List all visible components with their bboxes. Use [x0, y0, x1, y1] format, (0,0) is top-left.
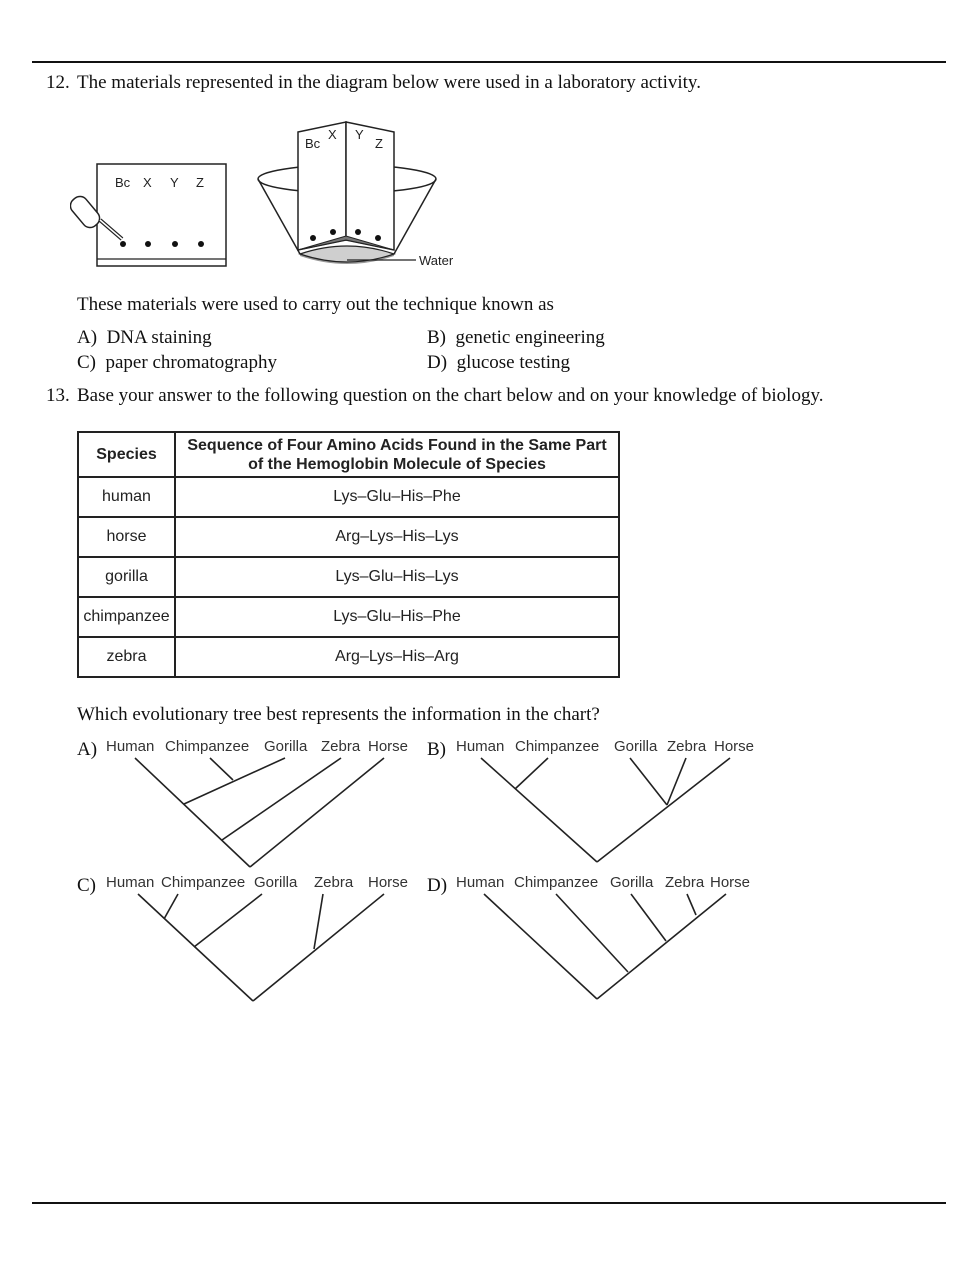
paper-label-z: Z — [196, 175, 204, 190]
sequence-cell: Lys–Glu–His–Phe — [175, 477, 619, 517]
paper-label-y: Y — [170, 175, 179, 190]
sequence-header — [175, 432, 619, 477]
sequence-header-line-2: of the Hemoglobin Molecule of Species — [248, 455, 546, 473]
tree-a-label-zebra: Zebra — [321, 738, 361, 755]
sequence-cell: Arg–Lys–His–Lys — [175, 517, 619, 557]
beaker-label-z: Z — [375, 136, 383, 151]
beaker-label-x: X — [328, 127, 337, 142]
tree-b-branches — [481, 758, 730, 862]
tree-b-label-chimpanzee: Chimpanzee — [515, 738, 600, 755]
table-row — [78, 637, 619, 677]
table-header-row — [78, 432, 619, 477]
tree-b-label-zebra: Zebra — [667, 738, 707, 755]
beaker-dot-1 — [310, 235, 316, 241]
table-row — [78, 597, 619, 637]
bottom-rule — [32, 1202, 946, 1204]
tree-a-label-chimpanzee: Chimpanzee — [165, 738, 250, 755]
tree-d[interactable] — [450, 870, 770, 1010]
sequence-cell: Lys–Glu–His–Lys — [175, 557, 619, 597]
tree-c-label-horse: Horse — [368, 874, 409, 891]
tree-d-label-gorilla: Gorilla — [610, 874, 654, 891]
species-cell: chimpanzee — [78, 597, 175, 637]
q12-choice-a[interactable] — [77, 327, 212, 349]
tree-b[interactable] — [450, 734, 770, 874]
top-rule — [32, 61, 946, 63]
q12-choice-c-letter: C) — [77, 352, 96, 373]
q12-choice-a-letter: A) — [77, 327, 98, 348]
tree-a-label-human: Human — [106, 738, 155, 755]
table-row — [78, 517, 619, 557]
q12-choice-b-letter: B) — [427, 327, 446, 348]
tree-a-label-gorilla: Gorilla — [264, 738, 308, 755]
question-12-stem: These materials were used to carry out the technique known as — [77, 294, 554, 315]
q12-choice-b-text: genetic engineering — [455, 327, 605, 348]
amino-acid-table — [77, 431, 620, 678]
table-row — [78, 557, 619, 597]
q12-choice-b[interactable] — [427, 327, 605, 349]
sequence-header-line-1: Sequence of Four Amino Acids Found in the Same Part — [187, 436, 607, 454]
tree-c-label-zebra: Zebra — [314, 874, 354, 891]
tree-a-label-horse: Horse — [368, 738, 409, 755]
q13-choice-b-letter[interactable]: B) — [427, 739, 446, 760]
chromatography-diagram — [70, 118, 470, 278]
tree-c-label-gorilla: Gorilla — [254, 874, 298, 891]
question-13-stem: Which evolutionary tree best represents the information in the chart? — [77, 704, 600, 725]
tree-b-label-horse: Horse — [714, 738, 755, 755]
beaker-label-bc: Bc — [305, 136, 321, 151]
paper-label-x: X — [143, 175, 152, 190]
tree-d-label-horse: Horse — [710, 874, 751, 891]
species-cell: gorilla — [78, 557, 175, 597]
q13-choice-a-letter[interactable]: A) — [77, 739, 98, 760]
tree-a[interactable] — [100, 734, 420, 874]
beaker-dot-4 — [375, 235, 381, 241]
tree-d-branches — [484, 894, 726, 999]
tree-d-label-zebra: Zebra — [665, 874, 705, 891]
beaker-label-y: Y — [355, 127, 364, 142]
species-cell: horse — [78, 517, 175, 557]
q12-choice-d-text: glucose testing — [456, 352, 571, 373]
paper-dot-1 — [120, 241, 126, 247]
question-13-number: 13. — [46, 385, 70, 406]
paper-label-bc: Bc — [115, 175, 131, 190]
tree-c-branches — [138, 894, 384, 1001]
paper-dot-3 — [172, 241, 178, 247]
q12-choice-a-text: DNA staining — [106, 327, 212, 348]
species-cell: zebra — [78, 637, 175, 677]
table-row — [78, 477, 619, 517]
beaker-dot-3 — [355, 229, 361, 235]
water-label: Water — [419, 253, 454, 268]
question-12-number: 12. — [46, 72, 70, 93]
paper-dot-4 — [198, 241, 204, 247]
q12-choice-c-text: paper chromatography — [105, 352, 277, 373]
question-12-prompt: The materials represented in the diagram below were used in a laboratory activity. — [77, 72, 701, 93]
tree-c-label-human: Human — [106, 874, 155, 891]
tree-c-label-chimpanzee: Chimpanzee — [161, 874, 246, 891]
q12-choice-d-letter: D) — [427, 352, 448, 373]
tree-d-label-human: Human — [456, 874, 505, 891]
paper-dot-2 — [145, 241, 151, 247]
tree-b-label-gorilla: Gorilla — [614, 738, 658, 755]
tree-b-label-human: Human — [456, 738, 505, 755]
species-cell: human — [78, 477, 175, 517]
sequence-cell: Arg–Lys–His–Arg — [175, 637, 619, 677]
tree-a-branches — [135, 758, 384, 867]
tree-d-label-chimpanzee: Chimpanzee — [514, 874, 599, 891]
sequence-cell: Lys–Glu–His–Phe — [175, 597, 619, 637]
species-header: Species — [78, 432, 175, 477]
q13-choice-c-letter[interactable]: C) — [77, 875, 96, 896]
question-13-prompt: Base your answer to the following question on the chart below and on your knowledge of biology. — [77, 385, 824, 406]
beaker-dot-2 — [330, 229, 336, 235]
q12-choice-d[interactable] — [427, 352, 570, 374]
q13-choice-d-letter[interactable]: D) — [427, 875, 448, 896]
q12-choice-c[interactable] — [77, 352, 277, 374]
tree-c[interactable] — [100, 870, 420, 1010]
